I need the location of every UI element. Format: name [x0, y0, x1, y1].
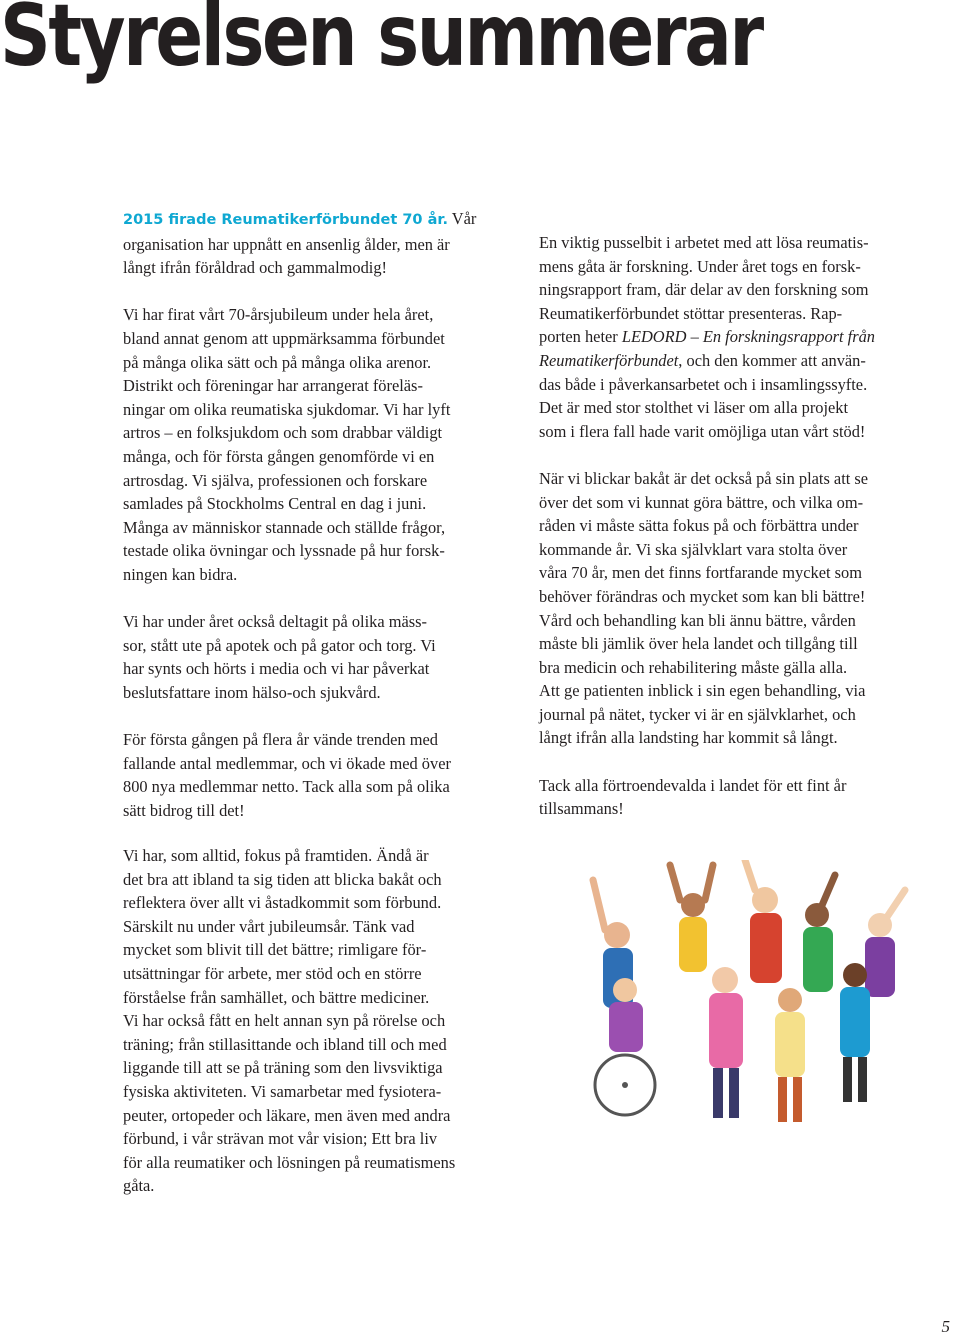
- future-paragraph: [123, 844, 503, 1198]
- text-line: förståelse från samhället, och bättre mediciner.: [123, 987, 430, 1007]
- person-figure: [709, 967, 743, 1118]
- text-line: sätt bidrog till det!: [123, 800, 245, 820]
- person-figure: [803, 875, 835, 992]
- text-line: har synts och hörts i media och vi har påverkat: [123, 659, 430, 679]
- text-line: för alla reumatiker och lösningen på reumatismens: [123, 1152, 456, 1172]
- text-line: Att ge patienten inblick i sin egen behandling, via: [539, 681, 866, 701]
- text-line: peuter, ortopeder och läkare, men även med andra: [123, 1105, 451, 1125]
- text-line: förbund, i vår strävan mot vår vision; Ett bra liv: [123, 1129, 438, 1149]
- text-line: många, och för första gången genomförde vi en: [123, 446, 435, 466]
- text-line: liggande till att se på träning som den livsviktiga: [123, 1058, 443, 1078]
- fairs-paragraph: [123, 610, 498, 704]
- text-line: mens gåta är forskning. Under året togs en forsk-: [539, 256, 861, 276]
- report-title-cont: Reumatikerförbundet: [539, 350, 679, 370]
- lead-highlight: 2015 firade Reumatikerförbundet 70 år.: [123, 212, 448, 228]
- text-line: Reumatikerförbundet stöttar presenteras. Rap-: [539, 303, 843, 323]
- text-line: träning; från stillasittande och ibland till och med: [123, 1034, 447, 1054]
- text-line: reflektera över allt vi åstadkommit som förbund.: [123, 893, 442, 913]
- thanks-paragraph: [539, 774, 919, 821]
- text-line: beslutsfattare inom hälso-och sjukvård.: [123, 682, 381, 702]
- lead-rest: Vår: [447, 209, 477, 228]
- text-line: organisation har uppnått en ansenlig ålder, men är: [123, 234, 450, 254]
- intro-paragraph: [123, 207, 498, 280]
- text-line: på många olika sätt och på många olika arenor.: [123, 352, 432, 372]
- text-line: långt ifrån föråldrad och gammalmodig!: [123, 258, 387, 278]
- text-line: Vi har, som alltid, fokus på framtiden. Ändå är: [123, 846, 429, 865]
- text-line: När vi blickar bakåt är det också på sin plats att se: [539, 468, 869, 488]
- text-line: sor, stått ute på apotek och på gator och torg. Vi: [123, 635, 436, 655]
- text-line: bland annat genom att uppmärksamma förbundet: [123, 328, 445, 348]
- text-line: samlades på Stockholms Central en dag i juni.: [123, 494, 427, 514]
- text-line: utsättningar för arbete, mer stöd och en större: [123, 963, 422, 983]
- person-figure: [865, 890, 905, 997]
- text-line: Vi har firat vårt 70-årsjubileum under hela året,: [123, 305, 434, 325]
- text-line: ningsrapport fram, där delar av den forskning som: [539, 280, 869, 300]
- membership-paragraph: [123, 728, 498, 822]
- text-line: råden vi måste sätta fokus på och förbättra under: [539, 516, 859, 536]
- text-fragment: , och den kommer att använ-: [678, 350, 866, 370]
- text-line: testade olika övningar och lyssnade på hur forsk-: [123, 541, 445, 561]
- text-line: bra medicin och rehabilitering måste gälla alla.: [539, 657, 848, 677]
- text-line: das både i påverkansarbetet och i insamlingssyfte.: [539, 374, 868, 394]
- left-column: [123, 207, 498, 846]
- text-line: mycket som blivit till det bättre; rimligare för-: [123, 940, 427, 960]
- text-line: kommande år. Vi ska självklart vara stolta över: [539, 539, 848, 559]
- text-line: Många av människor stannade och ställde frågor,: [123, 517, 446, 537]
- text-line: måste bli jämlik över hela landet och tillgång till: [539, 634, 858, 654]
- text-line: fallande antal medlemmar, och vi ökade med över: [123, 753, 451, 773]
- text-fragment: porten heter: [539, 327, 622, 347]
- text-line: tillsammans!: [539, 799, 624, 819]
- text-line: över det som vi kunnat göra bättre, och vilka om-: [539, 492, 864, 512]
- right-column: [539, 231, 919, 844]
- text-line: En viktig pusselbit i arbetet med att lösa reumatis-: [539, 233, 869, 252]
- celebrating-people-illustration: [585, 860, 925, 1140]
- research-paragraph: [539, 231, 919, 443]
- text-line: 800 nya medlemmar netto. Tack alla som på olika: [123, 777, 450, 797]
- text-line: Vi har under året också deltagit på olika mäss-: [123, 612, 427, 632]
- text-line: fysiska aktiviteten. Vi samarbetar med fysiotera-: [123, 1081, 442, 1101]
- text-line: det bra att ibland ta sig tiden att blicka bakåt och: [123, 869, 442, 889]
- text-line: våra 70 år, men det finns fortfarande mycket som: [539, 563, 862, 583]
- person-figure: [745, 860, 782, 983]
- text-line: behöver förändras och mycket som kan bli bättre!: [539, 586, 866, 606]
- text-line: långt ifrån alla landsting har kommit så långt.: [539, 728, 838, 748]
- text-line: ningen kan bidra.: [123, 564, 238, 584]
- page-title: Styrelsen summerar: [0, 0, 762, 86]
- text-line: Tack alla förtroendevalda i landet för ett fint år: [539, 775, 847, 795]
- text-line: journal på nätet, tycker vi är en självklarhet, och: [539, 704, 856, 724]
- text-line: ningar om olika reumatiska sjukdomar. Vi har lyft: [123, 399, 451, 419]
- text-line: som i flera fall hade varit omöjliga utan vårt stöd!: [539, 421, 866, 441]
- page-number: 5: [941, 1317, 950, 1336]
- anniversary-paragraph: [123, 303, 498, 586]
- text-line: Det är med stor stolthet vi läser om alla projekt: [539, 398, 849, 418]
- looking-back-paragraph: [539, 467, 919, 750]
- person-figure: [670, 865, 713, 972]
- report-title: LEDORD – En forskningsrapport från: [621, 327, 875, 347]
- text-line: Särskilt nu under vårt jubileumsår. Tänk vad: [123, 916, 415, 936]
- person-figure: [775, 988, 805, 1122]
- text-line: Vi har också fått en helt annan syn på rörelse och: [123, 1011, 446, 1031]
- text-line: För första gången på flera år vände trenden med: [123, 730, 438, 750]
- text-line: Vård och behandling kan bli ännu bättre, vården: [539, 610, 856, 630]
- text-line: gåta.: [123, 1176, 155, 1196]
- text-line: Distrikt och föreningar har arrangerat föreläs-: [123, 376, 423, 396]
- text-line: artros – en folksjukdom och som drabbar väldigt: [123, 423, 443, 443]
- text-line: artrosdag. Vi själva, professionen och forskare: [123, 470, 428, 490]
